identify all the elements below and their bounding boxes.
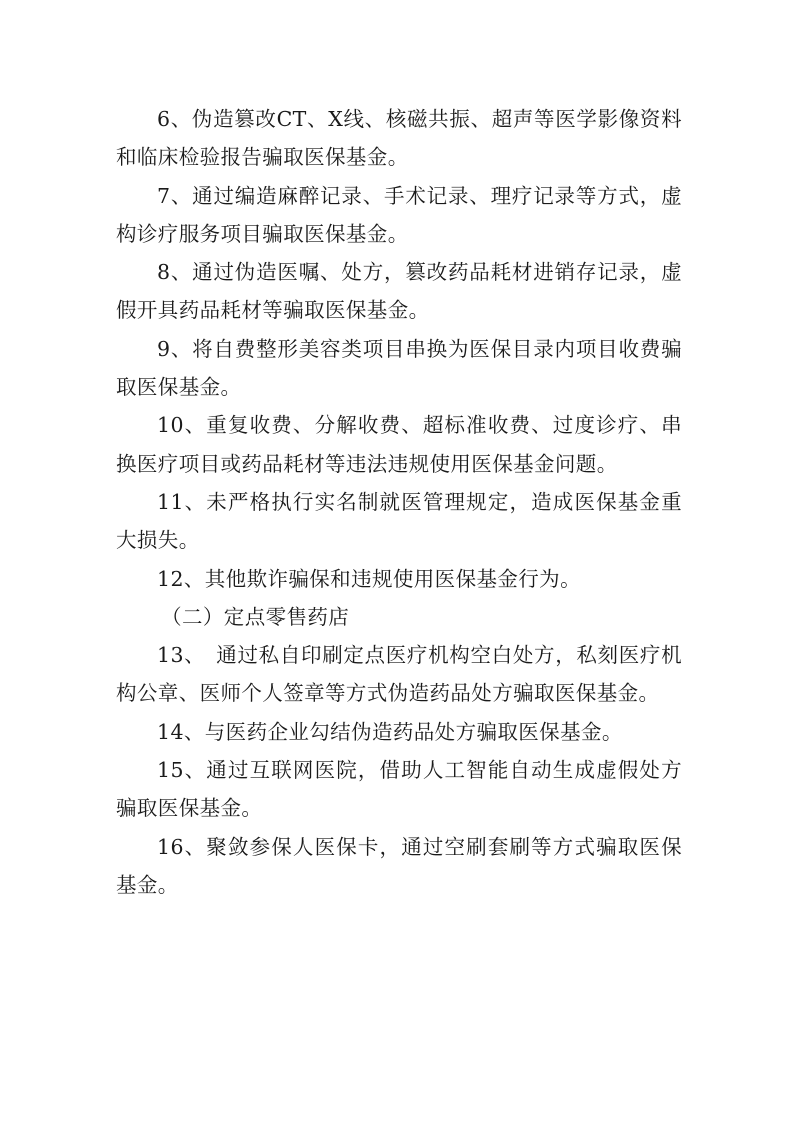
list-item-16: 16、聚敛参保人医保卡，通过空刷套刷等方式骗取医保基金。 [116, 834, 682, 897]
list-item-14: 14、与医药企业勾结伪造药品处方骗取医保基金。 [157, 719, 623, 744]
list-item-8: 8、通过伪造医嘱、处方，篡改药品耗材进销存记录，虚假开具药品耗材等骗取医保基金。 [116, 260, 682, 323]
list-item-7: 7、通过编造麻醉记录、手术记录、理疗记录等方式，虚构诊疗服务项目骗取医保基金。 [116, 183, 682, 246]
list-item-13: 13、 通过私自印刷定点医疗机构空白处方，私刻医疗机构公章、医师个人签章等方式伪造药品处方骗取医保基金。 [116, 643, 682, 706]
list-item-6: 6、伪造篡改CT、X线、核磁共振、超声等医学影像资料和临床检验报告骗取医保基金。 [116, 107, 682, 170]
section-heading-retail-pharmacy: （二）定点零售药店 [161, 604, 350, 629]
list-item-12: 12、其他欺诈骗保和违规使用医保基金行为。 [157, 566, 581, 591]
list-item-11: 11、未严格执行实名制就医管理规定，造成医保基金重大损失。 [116, 489, 682, 553]
list-item-9: 9、将自费整形美容类项目串换为医保目录内项目收费骗取医保基金。 [116, 336, 682, 400]
list-item-10: 10、重复收费、分解收费、超标准收费、过度诊疗、串换医疗项目或药品耗材等违法违规使用医保基金问题。 [116, 413, 682, 476]
list-item-15: 15、通过互联网医院，借助人工智能自动生成虚假处方骗取医保基金。 [116, 758, 682, 821]
document-body [116, 100, 682, 904]
